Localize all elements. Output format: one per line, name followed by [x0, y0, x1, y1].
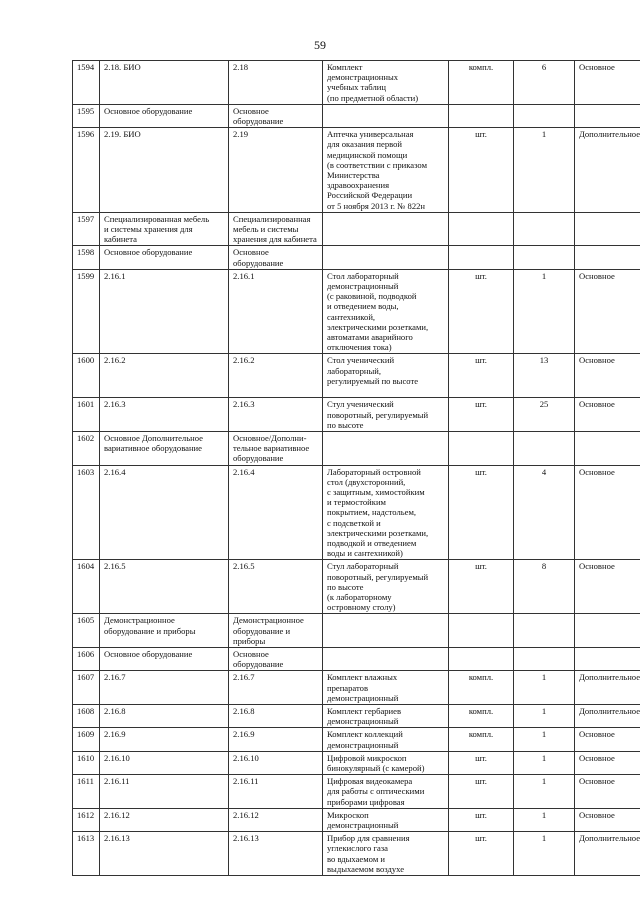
- equipment-type-cell: Основное: [575, 808, 640, 831]
- equipment-table: [72, 60, 640, 876]
- section-code-cell: Основное Дополнительное вариативное оборудование: [100, 431, 229, 465]
- item-name-cell: Стол ученический лабораторный, регулируемый по высоте: [323, 354, 449, 398]
- table-row: [73, 560, 640, 614]
- unit-cell: [449, 212, 514, 246]
- table-row: [73, 647, 640, 670]
- row-number-cell: 1611: [73, 775, 100, 809]
- equipment-type-cell: [575, 212, 640, 246]
- row-number-cell: 1610: [73, 751, 100, 774]
- quantity-cell: 1: [514, 832, 575, 876]
- item-name-cell: Стол лабораторный демонстрационный (с раковиной, подводкой и отведением воды, сантехникой, электрическими розетками, автоматами аварийного отключения тока): [323, 269, 449, 354]
- unit-cell: компл.: [449, 728, 514, 751]
- section-code-cell: 2.16.7: [100, 671, 229, 705]
- quantity-cell: 1: [514, 269, 575, 354]
- row-number-cell: 1612: [73, 808, 100, 831]
- row-number-cell: 1606: [73, 647, 100, 670]
- table-row: [73, 61, 640, 105]
- table-row: [73, 398, 640, 432]
- item-name-cell: [323, 246, 449, 269]
- item-reference-cell: Специализированная мебель и системы хранения для кабинета: [229, 212, 323, 246]
- item-reference-cell: 2.16.9: [229, 728, 323, 751]
- unit-cell: компл.: [449, 61, 514, 105]
- item-name-cell: [323, 431, 449, 465]
- item-name-cell: Микроскоп демонстрационный: [323, 808, 449, 831]
- item-reference-cell: 2.16.2: [229, 354, 323, 398]
- row-number-cell: 1601: [73, 398, 100, 432]
- quantity-cell: 6: [514, 61, 575, 105]
- equipment-type-cell: Основное: [575, 751, 640, 774]
- item-reference-cell: 2.16.12: [229, 808, 323, 831]
- item-reference-cell: Основное оборудование: [229, 647, 323, 670]
- item-name-cell: Комплект коллекций демонстрационный: [323, 728, 449, 751]
- equipment-type-cell: Основное: [575, 775, 640, 809]
- equipment-type-cell: Дополнительное: [575, 128, 640, 213]
- quantity-cell: [514, 212, 575, 246]
- section-code-cell: Демонстрационное оборудование и приборы: [100, 614, 229, 648]
- row-number-cell: 1594: [73, 61, 100, 105]
- table-row: [73, 775, 640, 809]
- row-number-cell: 1609: [73, 728, 100, 751]
- item-reference-cell: 2.18: [229, 61, 323, 105]
- equipment-type-cell: Дополнительное: [575, 832, 640, 876]
- section-code-cell: 2.16.5: [100, 560, 229, 614]
- row-number-cell: 1607: [73, 671, 100, 705]
- item-reference-cell: Основное оборудование: [229, 104, 323, 127]
- equipment-type-cell: Основное: [575, 269, 640, 354]
- section-code-cell: Специализированная мебель и системы хранения для кабинета: [100, 212, 229, 246]
- equipment-type-cell: [575, 614, 640, 648]
- quantity-cell: 1: [514, 128, 575, 213]
- quantity-cell: [514, 431, 575, 465]
- quantity-cell: [514, 246, 575, 269]
- row-number-cell: 1598: [73, 246, 100, 269]
- equipment-type-cell: Основное: [575, 560, 640, 614]
- quantity-cell: 1: [514, 671, 575, 705]
- table-row: [73, 704, 640, 727]
- item-reference-cell: 2.16.3: [229, 398, 323, 432]
- equipment-type-cell: [575, 647, 640, 670]
- section-code-cell: Основное оборудование: [100, 647, 229, 670]
- row-number-cell: 1602: [73, 431, 100, 465]
- unit-cell: шт.: [449, 751, 514, 774]
- quantity-cell: 1: [514, 808, 575, 831]
- table-row: [73, 269, 640, 354]
- quantity-cell: 13: [514, 354, 575, 398]
- quantity-cell: [514, 614, 575, 648]
- table-row: [73, 465, 640, 560]
- item-name-cell: Стул лабораторный поворотный, регулируемый по высоте (к лабораторному островному столу): [323, 560, 449, 614]
- table-row: [73, 431, 640, 465]
- row-number-cell: 1599: [73, 269, 100, 354]
- unit-cell: шт.: [449, 832, 514, 876]
- row-number-cell: 1605: [73, 614, 100, 648]
- table-row: [73, 104, 640, 127]
- unit-cell: шт.: [449, 560, 514, 614]
- item-reference-cell: 2.16.5: [229, 560, 323, 614]
- table-row: [73, 614, 640, 648]
- unit-cell: шт.: [449, 354, 514, 398]
- table-row: [73, 246, 640, 269]
- quantity-cell: 8: [514, 560, 575, 614]
- section-code-cell: 2.16.10: [100, 751, 229, 774]
- item-name-cell: [323, 104, 449, 127]
- equipment-type-cell: Основное: [575, 61, 640, 105]
- row-number-cell: 1604: [73, 560, 100, 614]
- quantity-cell: 25: [514, 398, 575, 432]
- section-code-cell: 2.16.4: [100, 465, 229, 560]
- item-reference-cell: 2.16.1: [229, 269, 323, 354]
- row-number-cell: 1608: [73, 704, 100, 727]
- item-reference-cell: Основное/Дополни- тельное вариативное оборудование: [229, 431, 323, 465]
- quantity-cell: [514, 104, 575, 127]
- equipment-type-cell: Основное: [575, 398, 640, 432]
- item-name-cell: [323, 647, 449, 670]
- unit-cell: [449, 104, 514, 127]
- unit-cell: шт.: [449, 398, 514, 432]
- equipment-type-cell: [575, 246, 640, 269]
- quantity-cell: 1: [514, 728, 575, 751]
- equipment-type-cell: Дополнительное: [575, 704, 640, 727]
- table-row: [73, 128, 640, 213]
- section-code-cell: 2.16.2: [100, 354, 229, 398]
- table-row: [73, 354, 640, 398]
- item-reference-cell: 2.16.11: [229, 775, 323, 809]
- unit-cell: компл.: [449, 704, 514, 727]
- section-code-cell: 2.16.12: [100, 808, 229, 831]
- section-code-cell: 2.16.3: [100, 398, 229, 432]
- table-row: [73, 751, 640, 774]
- item-reference-cell: 2.16.10: [229, 751, 323, 774]
- section-code-cell: 2.16.13: [100, 832, 229, 876]
- row-number-cell: 1600: [73, 354, 100, 398]
- quantity-cell: 4: [514, 465, 575, 560]
- equipment-type-cell: [575, 431, 640, 465]
- item-reference-cell: 2.16.8: [229, 704, 323, 727]
- table-row: [73, 671, 640, 705]
- item-name-cell: [323, 212, 449, 246]
- item-reference-cell: Демонстрационное оборудование и приборы: [229, 614, 323, 648]
- section-code-cell: Основное оборудование: [100, 246, 229, 269]
- equipment-type-cell: [575, 104, 640, 127]
- unit-cell: [449, 647, 514, 670]
- item-reference-cell: Основное оборудование: [229, 246, 323, 269]
- equipment-type-cell: Основное: [575, 728, 640, 751]
- quantity-cell: 1: [514, 751, 575, 774]
- table-row: [73, 808, 640, 831]
- item-reference-cell: 2.19: [229, 128, 323, 213]
- section-code-cell: 2.16.9: [100, 728, 229, 751]
- section-code-cell: 2.16.1: [100, 269, 229, 354]
- equipment-type-cell: Дополнительное: [575, 671, 640, 705]
- item-reference-cell: 2.16.7: [229, 671, 323, 705]
- section-code-cell: 2.16.11: [100, 775, 229, 809]
- item-name-cell: Лабораторный островной стол (двухсторонний, с защитным, химостойким и термостойким покрытием, надстольем, с подсветкой и электрическими розетками, подводкой и отведением воды и сантехникой): [323, 465, 449, 560]
- row-number-cell: 1603: [73, 465, 100, 560]
- unit-cell: компл.: [449, 671, 514, 705]
- table-row: [73, 728, 640, 751]
- item-name-cell: Комплект гербариев демонстрационный: [323, 704, 449, 727]
- item-reference-cell: 2.16.4: [229, 465, 323, 560]
- section-code-cell: 2.18. БИО: [100, 61, 229, 105]
- item-name-cell: [323, 614, 449, 648]
- table-row: [73, 832, 640, 876]
- item-name-cell: Цифровая видеокамера для работы с оптическими приборами цифровая: [323, 775, 449, 809]
- unit-cell: [449, 246, 514, 269]
- section-code-cell: 2.19. БИО: [100, 128, 229, 213]
- unit-cell: шт.: [449, 775, 514, 809]
- unit-cell: [449, 614, 514, 648]
- item-name-cell: Стул ученический поворотный, регулируемый по высоте: [323, 398, 449, 432]
- quantity-cell: [514, 647, 575, 670]
- unit-cell: шт.: [449, 808, 514, 831]
- quantity-cell: 1: [514, 704, 575, 727]
- section-code-cell: 2.16.8: [100, 704, 229, 727]
- equipment-type-cell: Основное: [575, 465, 640, 560]
- quantity-cell: 1: [514, 775, 575, 809]
- unit-cell: шт.: [449, 128, 514, 213]
- unit-cell: шт.: [449, 269, 514, 354]
- item-name-cell: Аптечка универсальная для оказания первой медицинской помощи (в соответствии с приказом Министерства здравоохранения Российской Федерации от 5 ноября 2013 г. № 822н: [323, 128, 449, 213]
- table-row: [73, 212, 640, 246]
- row-number-cell: 1595: [73, 104, 100, 127]
- item-name-cell: Комплект влажных препаратов демонстрационный: [323, 671, 449, 705]
- row-number-cell: 1597: [73, 212, 100, 246]
- row-number-cell: 1613: [73, 832, 100, 876]
- unit-cell: шт.: [449, 465, 514, 560]
- item-reference-cell: 2.16.13: [229, 832, 323, 876]
- page-number: 59: [314, 38, 326, 52]
- item-name-cell: Цифровой микроскоп бинокулярный (с камерой): [323, 751, 449, 774]
- unit-cell: [449, 431, 514, 465]
- item-name-cell: Прибор для сравнения углекислого газа во вдыхаемом и выдыхаемом воздухе: [323, 832, 449, 876]
- section-code-cell: Основное оборудование: [100, 104, 229, 127]
- row-number-cell: 1596: [73, 128, 100, 213]
- item-name-cell: Комплект демонстрационных учебных таблиц (по предметной области): [323, 61, 449, 105]
- equipment-type-cell: Основное: [575, 354, 640, 398]
